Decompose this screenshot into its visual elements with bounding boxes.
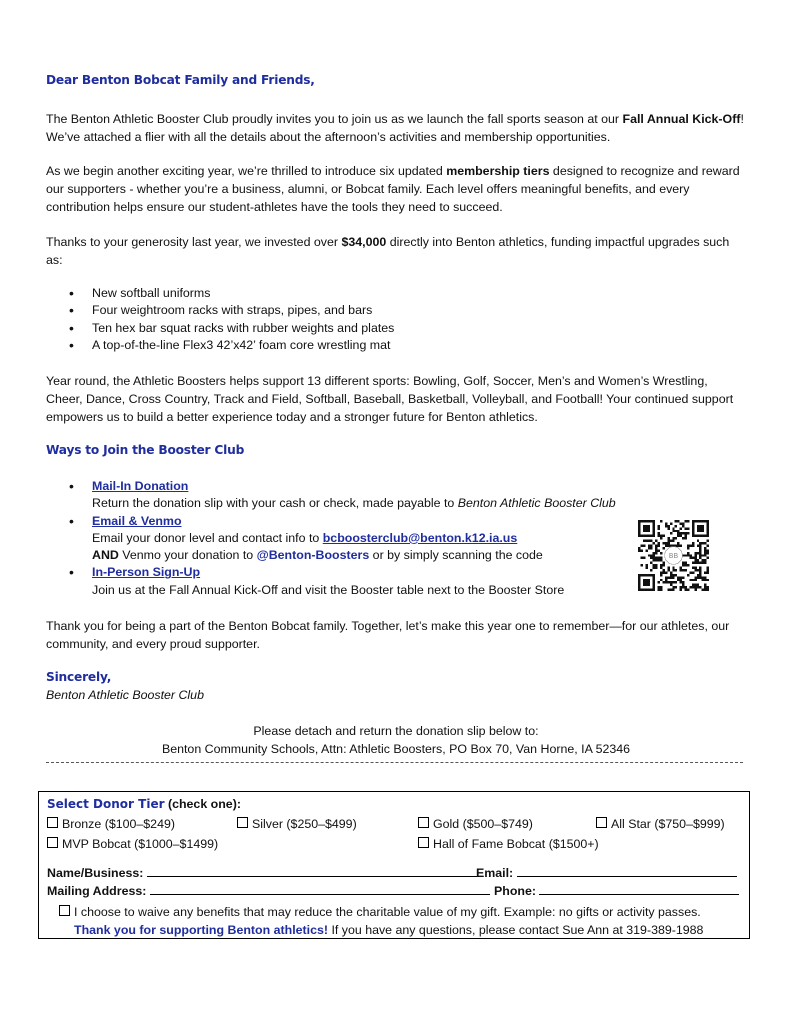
email-text: Email your donor level and contact info to <box>92 530 323 545</box>
tier-gold-label: Gold ($500–$749) <box>433 817 533 831</box>
kickoff-emphasis: Fall Annual Kick-Off <box>622 112 741 126</box>
payee-text: Benton Athletic Booster Club <box>457 496 616 511</box>
signature <box>46 686 746 704</box>
in-person-link[interactable]: In-Person Sign-Up <box>92 565 201 580</box>
tiers-paragraph <box>46 162 746 216</box>
tier-silver[interactable] <box>237 815 357 833</box>
address-field[interactable] <box>47 882 490 900</box>
tiers-emphasis: membership tiers <box>446 164 550 178</box>
return-address: Benton Community Schools, Attn: Athletic Boosters, PO Box 70, Van Horne, IA 52346 <box>161 742 631 756</box>
tier-label: Select Donor Tier <box>47 797 165 811</box>
inperson-text: Join us at the Fall Annual Kick-Off and visit the Booster table next to the Booster Store <box>92 582 565 597</box>
sports-paragraph: Year round, the Athletic Boosters helps support 13 different sports: Bowling, Golf, Soccer, Men’s and Women’s Wrestling, Cheer, Dance, Cross Country, Track and Field, Softball, Baseball, Basketball, Volleyball, and Football! Your continued support empowers us to build a better experience today and a stronger future for Benton athletics. <box>46 374 734 424</box>
tier-halloffame[interactable] <box>418 835 599 853</box>
upgrades-list <box>46 285 394 354</box>
ways-heading: Ways to Join the Booster Club <box>46 443 245 457</box>
qr-logo-text: BB <box>668 552 679 561</box>
tier-mvp[interactable] <box>47 835 218 853</box>
checkbox[interactable] <box>59 905 70 916</box>
list-item-inperson <box>46 564 616 599</box>
greeting-heading: Dear Benton Bobcat Family and Friends, <box>46 73 315 87</box>
generosity-paragraph <box>46 233 746 269</box>
thanks-emphasis: Thank you for supporting Benton athletics! <box>74 923 329 937</box>
venmo-tail: or by simply scanning the code <box>369 548 543 563</box>
email-line[interactable] <box>517 864 737 877</box>
tier-mvp-label: MVP Bobcat ($1000–$1499) <box>62 837 219 851</box>
contact-text: If you have any questions, please contact Sue Ann at 319-389-1988 <box>328 923 704 937</box>
address-line[interactable] <box>150 882 490 895</box>
and-emphasis: AND <box>92 548 119 563</box>
tiers-text: As we begin another exciting year, we’re thrilled to introduce six updated <box>46 164 447 178</box>
name-label: Name/Business: <box>47 866 144 880</box>
phone-field[interactable] <box>494 882 739 900</box>
list-item-mail <box>46 478 616 513</box>
list-item: • Four weightroom racks with straps, pipes, and bars <box>46 302 394 319</box>
phone-label: Phone: <box>494 884 536 898</box>
sincerely-heading: Sincerely, <box>46 670 112 684</box>
waive-option[interactable] <box>59 903 701 921</box>
tier-gold[interactable] <box>418 815 533 833</box>
return-line-1: Please detach and return the donation slip below to: <box>253 724 539 738</box>
tier-bronze-label: Bronze ($100–$249) <box>62 817 175 831</box>
phone-line[interactable] <box>539 882 739 895</box>
amount-emphasis: $34,000 <box>341 235 387 249</box>
email-address-link[interactable]: bcboosterclub@benton.k12.ia.us <box>322 530 518 545</box>
checkbox[interactable] <box>47 837 58 848</box>
name-field[interactable] <box>47 864 477 882</box>
ways-list <box>46 478 616 599</box>
venmo-qr-code[interactable] <box>638 520 709 591</box>
generosity-text-tail: directly into Benton athletics, funding impactful upgrades such as: <box>46 235 730 267</box>
tier-bronze[interactable] <box>47 815 175 833</box>
checkbox[interactable] <box>596 817 607 828</box>
thanks-paragraph: Thank you for being a part of the Benton Bobcat family. Together, let’s make this year one to remember—for our athletes, our community, and every proud supporter. <box>46 619 730 651</box>
email-venmo-link[interactable]: Email & Venmo <box>92 513 182 528</box>
intro-text-tail: ! We’ve attached a flier with all the details about the afternoon’s activities and membership opportunities. <box>46 112 744 144</box>
intro-paragraph <box>46 110 746 146</box>
list-item-email <box>46 513 616 565</box>
mail-in-link[interactable]: Mail-In Donation <box>92 479 189 493</box>
tier-label-row <box>47 795 241 813</box>
mail-text: Return the donation slip with your cash or check, made payable to <box>92 496 458 511</box>
waive-text: I choose to waive any benefits that may reduce the charitable value of my gift. Example: no gifts or activity passes. <box>74 905 701 919</box>
name-line[interactable] <box>147 864 477 877</box>
tier-allstar[interactable] <box>596 815 725 833</box>
tiers-text-tail: designed to recognize and reward our supporters - whether you’re a business, alumni, or Bobcat family. Each level offers meaningful benefits, and every contribution helps ensure our student-athletes have the tools they need to succeed. <box>46 164 740 214</box>
thanks-row <box>74 921 703 939</box>
checkbox[interactable] <box>418 837 429 848</box>
tier-allstar-label: All Star ($750–$999) <box>611 817 725 831</box>
email-field[interactable] <box>476 864 737 882</box>
email-label: Email: <box>476 866 514 880</box>
list-item: • A top-of-the-line Flex3 42’x42’ foam core wrestling mat <box>46 337 394 354</box>
intro-text: The Benton Athletic Booster Club proudly invites you to join us as we launch the fall sports season at our <box>46 112 623 126</box>
list-item: • Ten hex bar squat racks with rubber weights and plates <box>46 320 394 337</box>
venmo-handle: @Benton-Boosters <box>256 548 370 563</box>
checkbox[interactable] <box>237 817 248 828</box>
checkbox[interactable] <box>47 817 58 828</box>
list-item: • New softball uniforms <box>46 285 394 302</box>
tier-note: (check one): <box>164 797 241 811</box>
tier-halloffame-label: Hall of Fame Bobcat ($1500+) <box>433 837 599 851</box>
detach-line <box>46 762 743 763</box>
tier-silver-label: Silver ($250–$499) <box>252 817 357 831</box>
address-label: Mailing Address: <box>47 884 147 898</box>
donation-slip <box>38 791 750 939</box>
signature-text: Benton Athletic Booster Club <box>46 688 204 702</box>
generosity-text: Thanks to your generosity last year, we invested over <box>46 235 342 249</box>
checkbox[interactable] <box>418 817 429 828</box>
venmo-text: Venmo your donation to <box>118 548 257 563</box>
